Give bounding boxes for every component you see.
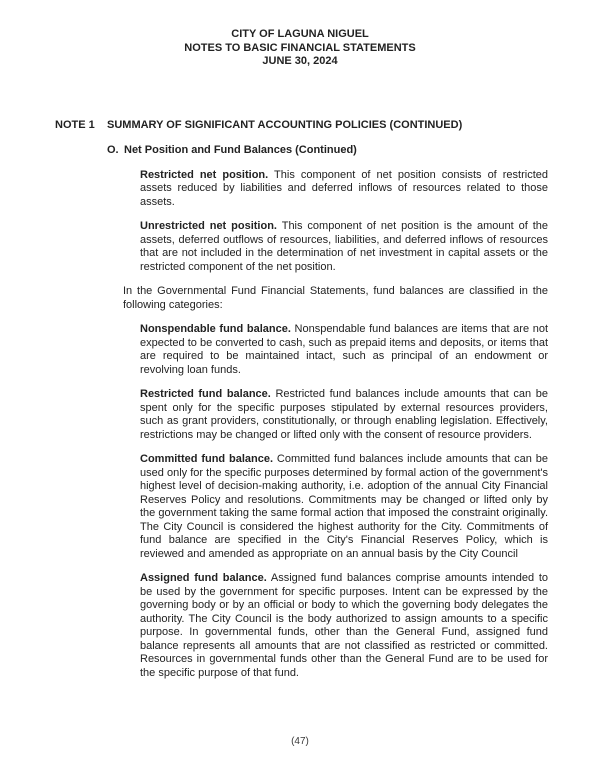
paragraph-restricted-net-position — [140, 169, 548, 210]
page-number: (47) — [291, 735, 309, 747]
note-title: SUMMARY OF SIGNIFICANT ACCOUNTING POLICIES (CONTINUED) — [107, 118, 463, 131]
paragraph-text: Assigned fund balances comprise amounts intended to be used by the government for specific purposes. Intent can be expressed by the governing body or by an official or body to which the governing body delegates the authority. The City Council is the body authorized to assign amounts to a specific purpose. In governmental funds, other than the General Fund, assigned fund balance represents all amounts that are not classified as restricted or committed. Resources in governmental funds other than the General Fund are to be used for the specific purpose of that fund. — [140, 572, 548, 679]
section-label: O. — [107, 144, 119, 156]
paragraph-unrestricted-net-position — [140, 220, 548, 274]
paragraph-restricted-fund-balance — [140, 388, 548, 442]
paragraph-text: This component of net position is the amount of the assets, deferred outflows of resources, liabilities, and deferred inflows of resources that are not included in the determination of net investment in capital assets or the restricted component of the net position. — [140, 220, 549, 273]
header-date-line: JUNE 30, 2024 — [262, 55, 338, 67]
note-label: NOTE 1 — [55, 118, 95, 131]
header-org-name: CITY OF LAGUNA NIGUEL — [231, 28, 369, 40]
paragraph-text: Nonspendable fund balances are items that are not expected to be converted to cash, such as prepaid items and deposits, or items that are required to be maintained intact, such as principal of an endowment or revolving loan funds. — [140, 323, 548, 376]
paragraph-lead: Assigned fund balance. — [140, 572, 267, 584]
paragraph-text: Restricted fund balances include amounts that can be spent only for the specific purposes stipulated by external resources providers, such as grant providers, constitutionally, or through enabling legislation. Effectively, restrictions may be changed or lifted only with the consent of resource providers. — [140, 388, 548, 441]
paragraph-text: Committed fund balances include amounts that can be used only for the specific purposes determined by formal action of the government's highest level of decision-making authority, i.e. adoption of the annual City Financial Reserves Policy and resolutions. Commitments may be changed or lifted only by the government taking the same formal action that imposed the constraint originally. The City Council is considered the highest authority for the City. Commitments of fund balance are specified in the City's Financial Reserves Policy, which is reviewed and amended as appropriate on an annual basis by the City Council — [140, 453, 548, 560]
paragraph-lead: Committed fund balance. — [140, 453, 274, 465]
paragraph-lead: Restricted fund balance. — [140, 388, 271, 400]
document-header — [0, 0, 600, 69]
paragraph-nonspendable-fund-balance — [140, 323, 548, 377]
paragraph-lead: Unrestricted net position. — [140, 220, 277, 232]
paragraph-text: This component of net position consists of restricted assets reduced by liabilities and deferred inflows of resources related to those assets. — [140, 168, 549, 208]
header-doc-title: NOTES TO BASIC FINANCIAL STATEMENTS — [184, 41, 416, 54]
paragraph-lead: Nonspendable fund balance. — [140, 323, 291, 335]
section-heading — [107, 144, 600, 158]
paragraph-committed-fund-balance — [140, 453, 548, 561]
paragraph-assigned-fund-balance — [140, 572, 548, 680]
paragraph-lead: Restricted net position. — [140, 168, 269, 181]
paragraph-fund-balance-intro: In the Governmental Fund Financial Statements, fund balances are classified in the following categories: — [123, 285, 548, 311]
section-title: Net Position and Fund Balances (Continued) — [124, 144, 357, 156]
note-heading — [55, 119, 600, 133]
